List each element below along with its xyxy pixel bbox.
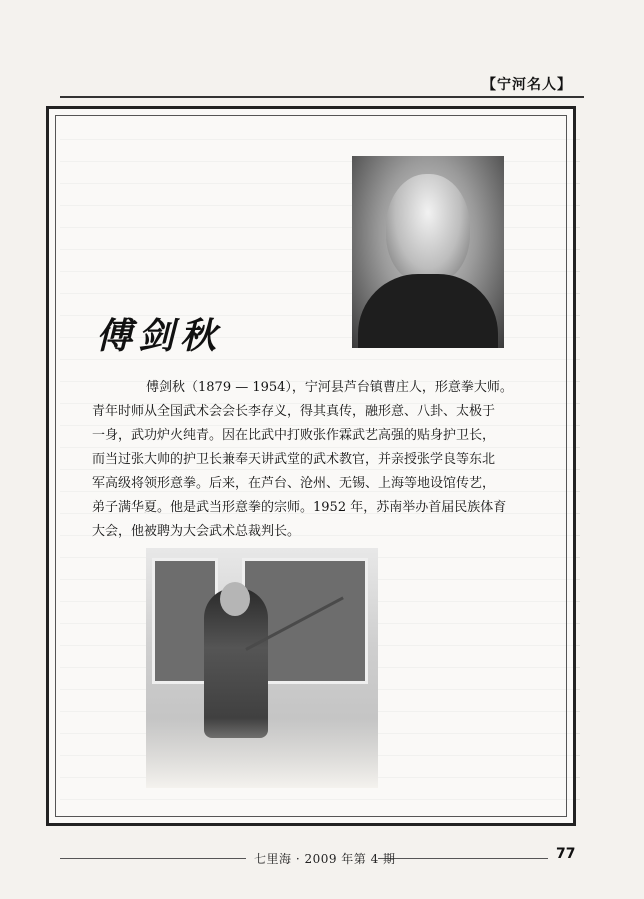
portrait-body xyxy=(358,274,498,348)
section-tag: 【宁河名人】 xyxy=(482,77,572,93)
article-title: 傅剑秋 xyxy=(96,315,223,357)
footer-rule-left xyxy=(60,858,246,859)
portrait-head xyxy=(386,174,470,284)
bio-line: 弟子满华夏。他是武当形意拳的宗师。1952 年，苏南举办首届民族体育 xyxy=(92,500,507,515)
figure-head xyxy=(220,582,250,616)
portrait-photo xyxy=(352,156,504,348)
bio-line: 一身，武功炉火纯青。因在比武中打败张作霖武艺高强的贴身护卫长， xyxy=(92,428,496,443)
bio-line: 大会，他被聘为大会武术总裁判长。 xyxy=(92,524,301,539)
photo-fade xyxy=(146,718,378,788)
header-rule xyxy=(60,96,584,98)
bio-line: 青年时师从全国武术会会长李存义，得其真传，融形意、八卦、太极于 xyxy=(92,404,496,419)
journal-issue: 七里海 · 2009 年第 4 期 xyxy=(254,852,396,866)
bio-line: 军高级将领形意拳。后来，在芦台、沧州、无锡、上海等地设馆传艺， xyxy=(92,476,496,491)
biography-text xyxy=(92,376,562,544)
bio-line: 而当过张大帅的护卫长兼奉天讲武堂的武术教官，并亲授张学良等东北 xyxy=(92,452,496,467)
footer-rule-right xyxy=(378,858,548,859)
page-number: 77 xyxy=(556,846,576,862)
bio-line: 傅剑秋（1879 — 1954），宁河县芦台镇曹庄人，形意拳大师。 xyxy=(146,380,513,395)
sword-practice-photo xyxy=(146,548,378,788)
